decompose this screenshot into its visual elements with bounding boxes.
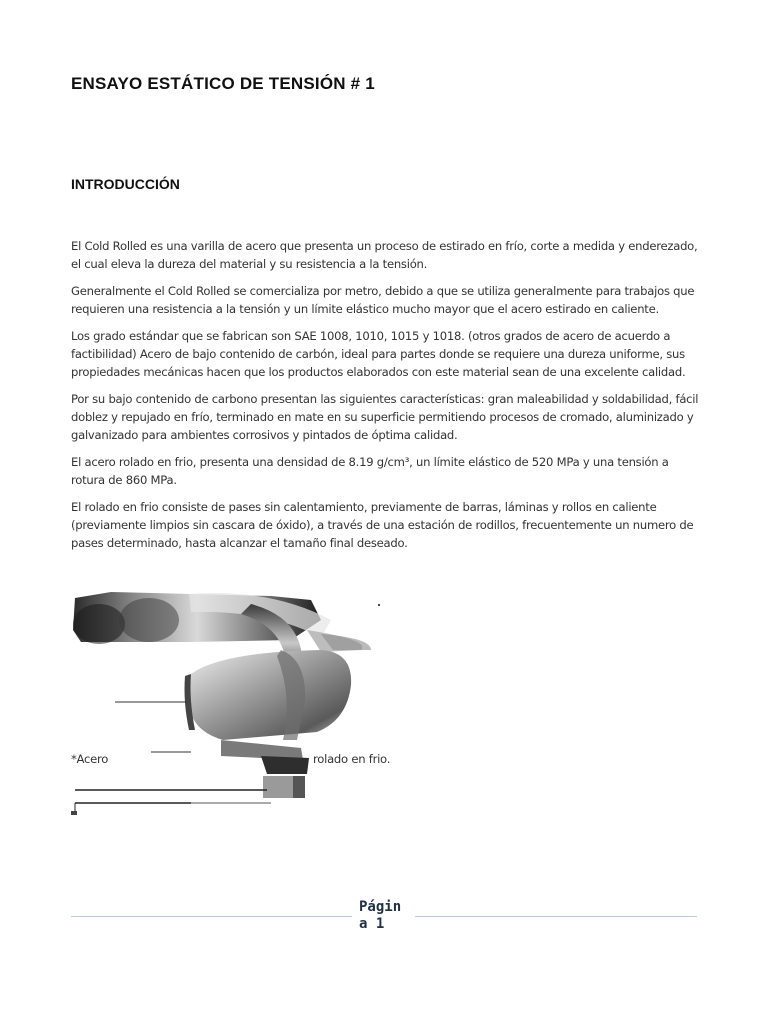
paragraph-5: El acero rolado en frio, presenta una densidad de 8.19 g/cm³, un límite elástico de 520 MPa y una tensión a rotura de 860 MPa. xyxy=(71,455,669,487)
footer-rule-left xyxy=(71,916,352,917)
paragraph-3: Los grado estándar que se fabrican son SAE 1008, 1010, 1015 y 1018. (otros grados de acero de acuerdo a factibilidad) Acero de bajo contenido de carbón, ideal para partes donde se requiere una dureza uniforme, sus propiedades mecánicas hacen que los productos elaborados con este material sean de una excelente calidad. xyxy=(71,329,686,379)
figure-caption-right: rolado en frio. xyxy=(313,752,391,766)
document-title: ENSAYO ESTÁTICO DE TENSIÓN # 1 xyxy=(71,74,375,93)
paragraph-2: Generalmente el Cold Rolled se comercializa por metro, debido a que se utiliza generalmente para trabajos que requieren una resistencia a la tensión y un límite elástico mucho mayor que el acero estirado en caliente. xyxy=(71,284,695,316)
steel-coil-image xyxy=(71,590,401,820)
paragraph-6: El rolado en frio consiste de pases sin calentamiento, previamente de barras, láminas y rollos en caliente (previamente limpios sin cascara de óxido), a través de una estación de rodillos, frecuentemente un numero de pases determinado, hasta alcanzar el tamaño final deseado. xyxy=(71,500,694,550)
paragraph-1: El Cold Rolled es una varilla de acero que presenta un proceso de estirado en frío, corte a medida y enderezado, el cual eleva la dureza del material y su resistencia a la tensión. xyxy=(71,239,698,271)
steel-coil-illustration xyxy=(71,590,401,820)
section-heading-introduccion: INTRODUCCIÓN xyxy=(71,176,180,192)
body-text xyxy=(71,237,701,561)
figure-caption-left: *Acero xyxy=(71,752,109,766)
footer-rule-right xyxy=(415,916,697,917)
page-number: Págin a 1 xyxy=(359,899,402,932)
paragraph-4: Por su bajo contenido de carbono presentan las siguientes características: gran maleabilidad y soldabilidad, fácil doblez y repujado en frío, terminado en mate en su superficie permitiendo procesos de cromado, aluminizado y galvanizado para ambientes corrosivos y pintados de óptima calidad. xyxy=(71,392,699,442)
